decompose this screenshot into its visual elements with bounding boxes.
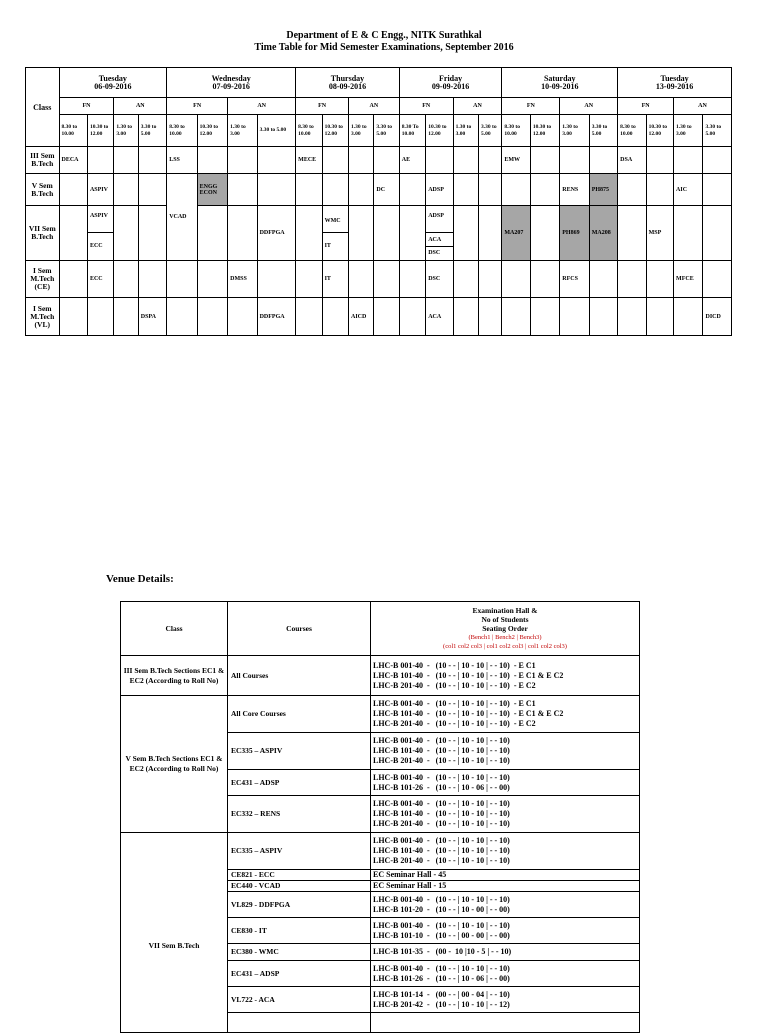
venue-course: EC335 – ASPIV — [228, 833, 371, 870]
venue-hall: LHC-B 001-40 - (10 - - | 10 - 10 | - - 10) LHC-B 101-40 - (10 - - | 10 - 10 | - - 10) LHC-B 201-40 - (10 - - | 10 - 10 | - - 10) — [371, 733, 640, 770]
venue-header-courses: Courses — [228, 602, 371, 656]
exam-cell: AIC — [674, 174, 703, 206]
time-slot: 1.30 to 3.00 — [228, 115, 257, 147]
venue-header-hall: Examination Hall & No of Students Seating Order (Bench1 | Bench2 | Bench3) (col1 col2 col3 | col1 col2 col3 | col1 col2 col3) — [371, 602, 640, 656]
session-an: AN — [228, 98, 296, 115]
exam-cell: DECA — [59, 147, 87, 174]
time-slot: 1.30 to 3.00 — [560, 115, 589, 147]
exam-cell: DDFPGA — [257, 206, 296, 261]
day-header: Tuesday 06-09-2016 — [59, 68, 167, 98]
venue-course: EC332 – RENS — [228, 796, 371, 833]
exam-cell: MA207 — [502, 206, 530, 261]
venue-hall: LHC-B 001-40 - (10 - - | 10 - 10 | - - 10) LHC-B 101-26 - (10 - - | 10 - 06 | - - 00) — [371, 961, 640, 987]
venue-hall: LHC-B 001-40 - (10 - - | 10 - 10 | - - 10) - E C1 LHC-B 101-40 - (10 - - | 10 - 10 | - - 10) - E C1 & E C2 LHC-B 201-40 - (10 - - | 10 - 10 | - - 10) - E C2 — [371, 696, 640, 733]
class-header: Class — [26, 68, 60, 147]
venue-header-row — [121, 602, 640, 656]
time-slot: 8.30 to 10.00 — [618, 115, 646, 147]
time-slot: 10.30 to 12.00 — [197, 115, 227, 147]
table-row — [26, 174, 732, 206]
table-row — [26, 261, 732, 298]
exam-cell: MECE — [296, 147, 322, 174]
session-fn: FN — [399, 98, 453, 115]
session-an: AN — [560, 98, 618, 115]
venue-course: EC440 - VCAD — [228, 881, 371, 892]
exam-cell: EMW — [502, 147, 530, 174]
venue-hall: LHC-B 001-40 - (10 - - | 10 - 10 | - - 10) LHC-B 101-10 - (10 - - | 00 - 00 | - - 00) — [371, 918, 640, 944]
day-header: Saturday 10-09-2016 — [502, 68, 618, 98]
exam-cell-split: ADSP ACA DSC — [426, 206, 453, 261]
page-subtitle: Time Table for Mid Semester Examinations, September 2016 — [254, 42, 514, 53]
venue-class: V Sem B.Tech Sections EC1 & EC2 (According to Roll No) — [121, 696, 228, 833]
venue-hall: LHC-B 001-40 - (10 - - | 10 - 10 | - - 10) LHC-B 101-40 - (10 - - | 10 - 10 | - - 10) LHC-B 201-40 - (10 - - | 10 - 10 | - - 10) — [371, 833, 640, 870]
exam-cell: AICD — [348, 298, 373, 336]
time-slot: 8.30 to 10.00 — [59, 115, 87, 147]
time-slot: 3.30 to 5.00 — [257, 115, 296, 147]
day-header: Wednesday 07-09-2016 — [167, 68, 296, 98]
exam-cell-split: ASPIV ECC — [87, 206, 113, 261]
table-row — [121, 696, 640, 733]
page-title: Department of E & C Engg., NITK Surathkal — [286, 30, 482, 41]
session-an: AN — [348, 98, 399, 115]
session-an: AN — [453, 98, 502, 115]
time-slot: 1.30 to 3.00 — [674, 115, 703, 147]
exam-cell: ADSP — [426, 174, 453, 206]
exam-cell: MFCE — [674, 261, 703, 298]
session-fn: FN — [59, 98, 114, 115]
session-fn: FN — [167, 98, 228, 115]
class-label: V Sem B.Tech — [26, 174, 60, 206]
exam-cell: DSPA — [138, 298, 166, 336]
class-label: III Sem B.Tech — [26, 147, 60, 174]
table-row — [26, 206, 732, 261]
venue-class: III Sem B.Tech Sections EC1 & EC2 (According to Roll No) — [121, 656, 228, 696]
time-slot: 8.30 to 10.00 — [502, 115, 530, 147]
time-slot: 1.30 to 3.00 — [114, 115, 138, 147]
exam-cell: DC — [374, 174, 399, 206]
day-row — [26, 68, 732, 98]
timetable — [25, 67, 732, 336]
time-slot: 3.30 to 5.00 — [703, 115, 732, 147]
exam-cell: ASPIV — [87, 174, 113, 206]
exam-cell: LSS — [167, 147, 197, 174]
venue-header-class: Class — [121, 602, 228, 656]
exam-cell: RFCS — [560, 261, 589, 298]
session-fn: FN — [296, 98, 349, 115]
venue-course: All Courses — [228, 656, 371, 696]
venue-course: VL829 - DDFPGA — [228, 892, 371, 918]
day-header: Thursday 08-09-2016 — [296, 68, 400, 98]
venue-hall: LHC-B 101-35 - (00 - 10 |10 - 5 | - - 10) — [371, 944, 640, 961]
exam-cell-split: WMC IT — [322, 206, 348, 261]
venue-course: CE821 - ECC — [228, 870, 371, 881]
venue-course: EC431 – ADSP — [228, 961, 371, 987]
session-fn: FN — [618, 98, 674, 115]
time-slot: 3.30 to 5.00 — [138, 115, 166, 147]
exam-cell: IT — [322, 261, 348, 298]
time-slot: 3.30 to 5.00 — [374, 115, 399, 147]
exam-cell: MSP — [646, 206, 673, 261]
exam-cell: AE — [399, 147, 425, 174]
exam-cell: MA208 — [589, 206, 617, 261]
venue-course: VL722 - ACA — [228, 987, 371, 1013]
time-slot: 8.30 To 10.00 — [399, 115, 425, 147]
exam-cell: ECC — [87, 261, 113, 298]
time-slot: 8.30 to 10.00 — [167, 115, 197, 147]
venue-hall: LHC-B 001-40 - (10 - - | 10 - 10 | - - 10) LHC-B 101-26 - (10 - - | 10 - 06 | - - 00) — [371, 770, 640, 796]
exam-cell: DSC — [426, 261, 453, 298]
exam-cell: PH875 — [589, 174, 617, 206]
venue-hall: LHC-B 101-14 - (00 - - | 00 - 04 | - - 10) LHC-B 201-42 - (10 - - | 10 - 10 | - - 12) — [371, 987, 640, 1013]
time-slot: 10.30 to 12.00 — [426, 115, 453, 147]
venue-class: VII Sem B.Tech — [121, 833, 228, 1033]
venue-course: CE830 - IT — [228, 918, 371, 944]
exam-cell: DMSS — [228, 261, 257, 298]
day-header: Friday 09-09-2016 — [399, 68, 502, 98]
class-label: VII Sem B.Tech — [26, 206, 60, 261]
time-row — [26, 115, 732, 147]
exam-cell: PH869 — [560, 206, 589, 261]
time-slot: 10.30 to 12.00 — [322, 115, 348, 147]
session-row — [26, 98, 732, 115]
class-label: I Sem M.Tech (CE) — [26, 261, 60, 298]
class-label: I Sem M.Tech (VL) — [26, 298, 60, 336]
session-an: AN — [674, 98, 732, 115]
venue-course: All Core Courses — [228, 696, 371, 733]
venue-hall: LHC-B 001-40 - (10 - - | 10 - 10 | - - 10) LHC-B 101-40 - (10 - - | 10 - 10 | - - 10) LHC-B 201-40 - (10 - - | 10 - 10 | - - 10) — [371, 796, 640, 833]
time-slot: 10.30 to 12.00 — [646, 115, 673, 147]
time-slot: 3.30 to 5.00 — [479, 115, 502, 147]
time-slot: 10.30 to 12.00 — [87, 115, 113, 147]
venue-course: EC431 – ADSP — [228, 770, 371, 796]
venue-hall: LHC-B 001-40 - (10 - - | 10 - 10 | - - 10) LHC-B 101-20 - (10 - - | 10 - 00 | - - 00) — [371, 892, 640, 918]
venue-table — [120, 601, 640, 1033]
session-fn: FN — [502, 98, 560, 115]
time-slot: 1.30 to 3.00 — [453, 115, 478, 147]
session-an: AN — [114, 98, 167, 115]
exam-cell: VCAD — [167, 174, 197, 261]
venue-hall: LHC-B 001-40 - (10 - - | 10 - 10 | - - 10) - E C1 LHC-B 101-40 - (10 - - | 10 - 10 | - - 10) - E C1 & E C2 LHC-B 201-40 - (10 - - | 10 - 10 | - - 10) - E C2 — [371, 656, 640, 696]
time-slot: 1.30 to 3.00 — [348, 115, 373, 147]
exam-cell: RENS — [560, 174, 589, 206]
venue-hall: EC Seminar Hall - 45 — [371, 870, 640, 881]
table-row — [26, 298, 732, 336]
venue-course: EC380 - WMC — [228, 944, 371, 961]
venue-course: EC335 – ASPIV — [228, 733, 371, 770]
exam-cell: DICD — [703, 298, 732, 336]
table-row — [121, 656, 640, 696]
table-row — [26, 147, 732, 174]
exam-cell: DSA — [618, 147, 646, 174]
exam-cell: DDFPGA — [257, 298, 296, 336]
table-row — [121, 833, 640, 870]
venue-hall: EC Seminar Hall - 15 — [371, 881, 640, 892]
venue-title: Venue Details: — [106, 573, 174, 585]
day-header: Tuesday 13-09-2016 — [618, 68, 732, 98]
exam-cell: ACA — [426, 298, 453, 336]
time-slot: 8.30 to 10.00 — [296, 115, 322, 147]
exam-cell: ENGG ECON — [197, 174, 227, 206]
time-slot: 10.30 to 12.00 — [530, 115, 559, 147]
time-slot: 3.30 to 5.00 — [589, 115, 617, 147]
